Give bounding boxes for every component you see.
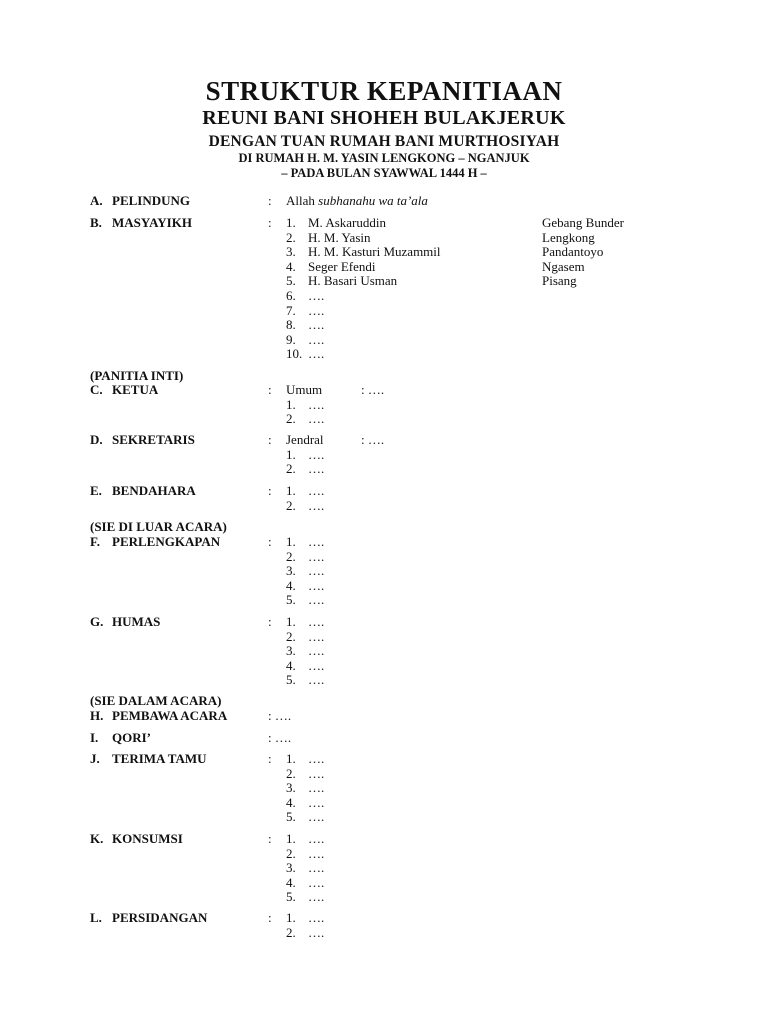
document-title: STRUKTUR KEPANITIAAN [205,76,563,106]
header-line-location: DI RUMAH H. M. YASIN LENGKONG – NGANJUK [238,151,530,165]
section-letter: A. [90,193,103,208]
list-number: 1. [286,483,296,498]
colon: : [268,215,272,230]
colon: : [268,910,272,925]
list-number: 1. [286,534,296,549]
list-number: 3. [286,860,296,876]
section-label-konsumsi: KONSUMSI [112,831,183,846]
list-number: 2. [286,497,296,513]
section-label-sekretaris: SEKRETARIS [112,432,195,447]
section-label-perlengkapan: PERLENGKAPAN [112,534,221,549]
list-value: …. [308,672,325,688]
list-number: 1. [286,614,296,629]
list-number: 5. [286,672,296,688]
list-value: …. [308,751,325,766]
masyayikh-place: Pandantoyo [542,244,604,260]
masyayikh-place: Pisang [542,273,577,289]
list-value: …. [308,889,325,905]
section-letter: J. [90,751,100,766]
list-number: 5. [286,273,296,289]
list-number: 4. [286,258,296,274]
list-value: …. [308,411,325,427]
list-value: …. [308,831,325,846]
list-number: 8. [286,317,296,333]
list-number: 4. [286,874,296,890]
list-value: …. [308,563,325,579]
list-value: …. [308,534,325,549]
list-number: 3. [286,563,296,579]
section-letter: H. [90,708,104,723]
list-number: 7. [286,302,296,318]
list-number: 4. [286,794,296,810]
qori-value: : …. [268,730,292,745]
masyayikh-name: H. M. Yasin [308,229,371,245]
section-label-humas: HUMAS [112,614,161,629]
list-number: 3. [286,780,296,796]
list-value: …. [308,910,325,925]
list-number: 2. [286,229,296,245]
section-label-ketua: KETUA [112,382,159,397]
list-value: …. [308,860,325,876]
section-letter: C. [90,382,103,397]
header-line-host: DENGAN TUAN RUMAH BANI MURTHOSIYAH [208,133,560,150]
list-number: 1. [286,831,296,846]
list-value: …. [308,483,325,498]
section-letter: D. [90,432,103,447]
list-number: 5. [286,809,296,825]
section-heading-sie-dalam-acara: (SIE DALAM ACARA) [90,693,222,708]
sekretaris-sub-label: Jendral [286,432,324,447]
masyayikh-name: …. [308,302,325,318]
masyayikh-place: Lengkong [542,229,595,245]
colon: : [268,751,272,766]
list-number: 5. [286,592,296,608]
masyayikh-name: …. [308,346,325,362]
section-letter: B. [90,215,102,230]
masyayikh-name: M. Askaruddin [308,215,386,230]
list-value: …. [308,628,325,644]
list-value: …. [308,924,325,940]
list-number: 5. [286,889,296,905]
pelindung-value-italic: subhanahu wa ta’ala [318,193,428,208]
list-value: …. [308,874,325,890]
section-label-pelindung: PELINDUNG [112,193,191,208]
list-value: …. [308,845,325,861]
masyayikh-name: H. Basari Usman [308,273,398,289]
list-value: …. [308,592,325,608]
list-number: 4. [286,657,296,673]
list-number: 1. [286,446,296,462]
list-number: 2. [286,845,296,861]
masyayikh-place: Ngasem [542,258,585,274]
section-label-masyayikh: MASYAYIKH [112,215,192,230]
list-number: 2. [286,461,296,477]
colon: : [268,831,272,846]
masyayikh-name: H. M. Kasturi Muzammil [308,244,441,260]
colon: : [268,483,272,498]
section-letter: F. [90,534,100,549]
list-number: 6. [286,288,296,303]
list-value: …. [308,657,325,673]
section-letter: L. [90,910,102,925]
sekretaris-sub-value: : …. [361,432,385,447]
list-value: …. [308,809,325,825]
list-number: 2. [286,548,296,564]
pelindung-value-plain: Allah [286,193,319,208]
ketua-sub-value: : …. [361,382,385,397]
section-letter: G. [90,614,104,629]
list-value: …. [308,614,325,629]
list-number: 1. [286,215,296,230]
list-number: 2. [286,411,296,427]
section-letter: E. [90,483,102,498]
pembawa-acara-value: : …. [268,708,292,723]
list-value: …. [308,548,325,564]
colon: : [268,534,272,549]
section-heading-sie-luar-acara: (SIE DI LUAR ACARA) [90,519,227,534]
masyayikh-name: …. [308,317,325,333]
colon: : [268,382,272,397]
masyayikh-name: Seger Efendi [308,258,376,274]
list-number: 3. [286,244,296,260]
list-number: 1. [286,396,296,412]
list-value: …. [308,497,325,513]
list-number: 2. [286,628,296,644]
masyayikh-place: Gebang Bunder [542,215,624,230]
list-value: …. [308,780,325,796]
section-label-persidangan: PERSIDANGAN [112,910,208,925]
list-number: 10. [286,346,303,362]
list-value: …. [308,765,325,781]
list-value: …. [308,446,325,462]
list-number: 2. [286,765,296,781]
section-label-terima-tamu: TERIMA TAMU [112,751,207,766]
list-value: …. [308,577,325,593]
colon: : [268,193,272,208]
section-heading-panitia-inti: (PANITIA INTI) [90,368,184,383]
header-line-date: – PADA BULAN SYAWWAL 1444 H – [281,166,487,180]
list-number: 4. [286,577,296,593]
list-number: 1. [286,910,296,925]
list-value: …. [308,643,325,659]
list-value: …. [308,396,325,412]
section-label-bendahara: BENDAHARA [112,483,196,498]
list-number: 2. [286,924,296,940]
colon: : [268,432,272,447]
list-value: …. [308,794,325,810]
section-letter: I. [90,730,99,745]
masyayikh-name: …. [308,288,325,303]
section-label-pembawa-acara: PEMBAWA ACARA [112,708,228,723]
list-value: …. [308,461,325,477]
section-letter: K. [90,831,104,846]
colon: : [268,614,272,629]
section-label-qori: QORI’ [112,730,151,745]
list-number: 3. [286,643,296,659]
list-number: 1. [286,751,296,766]
document-subtitle: REUNI BANI SHOHEH BULAKJERUK [202,107,566,129]
ketua-sub-label: Umum [286,382,323,397]
masyayikh-name: …. [308,331,325,347]
pelindung-value [286,194,428,209]
list-number: 9. [286,331,296,347]
